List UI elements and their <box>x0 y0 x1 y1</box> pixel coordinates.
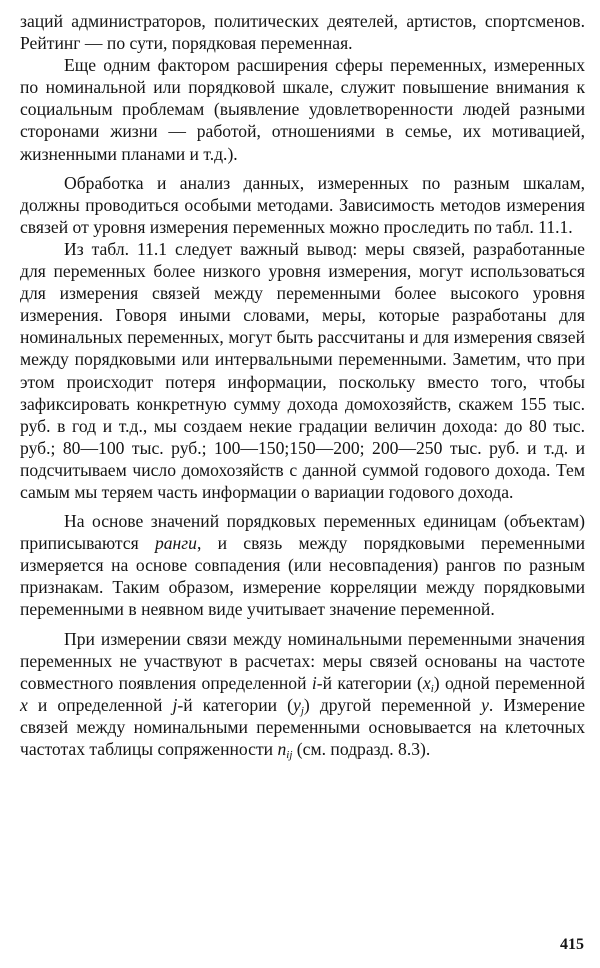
p6-var-j: j <box>172 694 178 715</box>
paragraph-2: Еще одним фактором расширения сферы переменных, измеренных по номинальной или порядковой шкале, служит повышение внимания к социальным проблемам (выявление удовлетворенности людей разными сторонами жизни — работой, отношениями в семье, их мотивацией, жизненными планами и т.д.). <box>20 55 585 164</box>
p6-text-5: -й категории ( <box>177 694 293 715</box>
paragraph-5 <box>20 510 585 620</box>
paragraph-4: Из табл. 11.1 следует важный вывод: меры связей, разработанные для переменных более низкого уровня измерения, могут использоваться для измерения связей между переменными более высокого уровня измерения. Говоря иными словами, меры, которые разработаны для номинальных переменных, могут быть рассчитаны и для измерения связей между порядковыми или интервальными переменными. Заметим, что при этом происходит потеря информации, поскольку вместо того, чтобы зафиксировать конкретную сумму дохода домохозяйств, скажем 155 тыс. руб. в год и т.д., мы создаем некие градации величин дохода: до 80 тыс. руб.; 80—100 тыс. руб.; 100—150;150—200; 200—250 тыс. руб. и т.д. и подсчитываем число домохозяйств с данной суммой годового дохода. Тем самым мы теряем часть информации о вариации годового дохода. <box>20 238 585 502</box>
p6-var-y: y <box>293 694 301 715</box>
p6-sub-i: i <box>430 682 434 695</box>
p6-sub-ij: ij <box>286 749 293 761</box>
p6-text-3: ) одной переменной <box>433 672 585 693</box>
paragraph-5-text-start: На основе значений порядковых переменных единицам (объектам) приписываются <box>20 511 585 554</box>
paragraph-gap <box>20 165 585 172</box>
p6-sub-j: j <box>300 704 304 717</box>
p6-text-7: . Измерение связей между номинальными переменными основывается на клеточных частотах таблицы сопряженности <box>20 694 585 759</box>
page-body <box>20 10 585 760</box>
p6-text-8: (см. подразд. 8.3). <box>292 739 431 759</box>
p6-var-x2: x <box>20 694 28 715</box>
paragraph-gap <box>20 621 585 628</box>
paragraph-6 <box>20 628 585 761</box>
paragraph-3: Обработка и анализ данных, измеренных по разным шкалам, должны проводиться особыми методами. Зависимость методов измерения связей от уровня измерения переменных можно проследить по табл. 11.1. <box>20 172 585 237</box>
p6-text-6: ) другой переменной <box>303 694 482 715</box>
p6-text-4: и определенной <box>27 694 173 715</box>
page-number: 415 <box>560 936 584 953</box>
paragraph-1: заций администраторов, политических деятелей, артистов, спортсменов. Рейтинг — по сути, порядковая переменная. <box>20 11 585 54</box>
p6-var-y2: y <box>481 694 489 715</box>
paragraph-5-text-end: , и связь между порядковыми переменными измеряется на основе совпадения (или несовпадения) рангов по разным признакам. Таким образом, измерение корреляции между порядковыми переменными в неявном виде учитывает значение переменной. <box>20 533 585 620</box>
p6-text-2: -й категории ( <box>316 672 423 693</box>
p6-var-n: n <box>277 739 287 759</box>
paragraph-gap <box>20 503 585 510</box>
p6-text-1: При измерении связи между номинальными переменными значения переменных не участвуют в расчетах: меры связей основаны на частоте совместного появления определенной <box>20 628 585 693</box>
p6-var-i: i <box>311 672 317 693</box>
p6-var-x: x <box>422 672 431 693</box>
term-ranks: ранги <box>154 533 197 554</box>
